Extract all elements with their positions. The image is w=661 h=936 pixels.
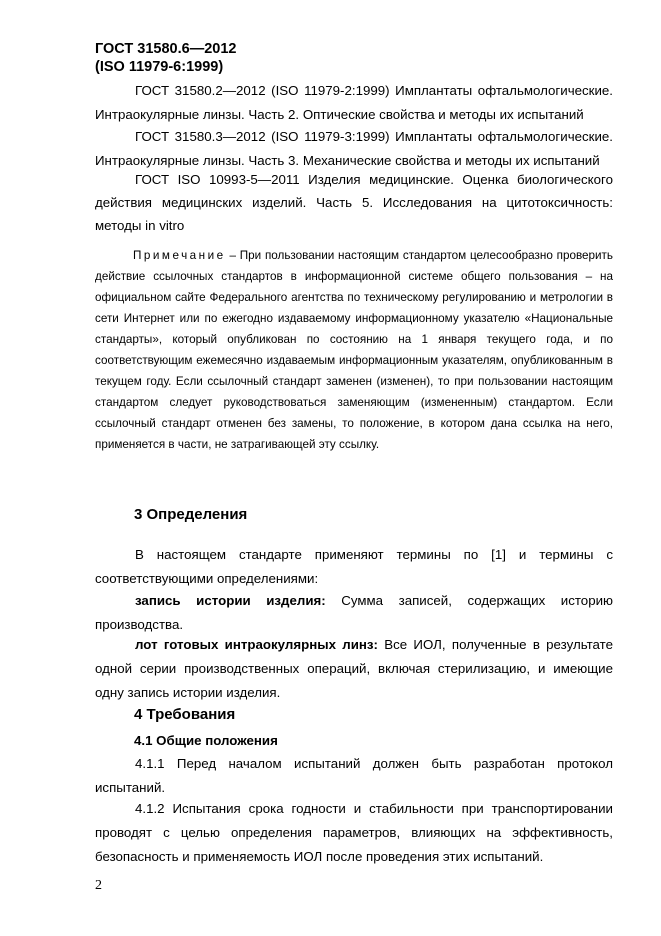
definition-item (95, 589, 613, 637)
section-3-intro: В настоящем стандарте применяют термины по [1] и термины с соответствующими определениями: (95, 547, 613, 586)
term-definition: Все ИОЛ, полученные в результате одной серии производственных операций, включая стерилизацию, и имеющие одну запись истории изделия. (95, 637, 613, 700)
page-number: 2 (95, 878, 102, 893)
standard-code: ГОСТ 31580.6—2012 (95, 41, 237, 57)
definition-item (95, 633, 613, 705)
reference-item: ГОСТ 31580.3—2012 (ISO 11979-3:1999) Имплантаты офтальмологические. Интраокулярные линзы. Часть 3. Механические свойства и методы их испытаний (95, 129, 613, 168)
term: запись истории изделия: (135, 593, 326, 608)
reference-item: ГОСТ 31580.2—2012 (ISO 11979-2:1999) Имплантаты офтальмологические. Интраокулярные линзы. Часть 2. Оптические свойства и методы их испытаний (95, 83, 613, 122)
subsection-title: 4.1 Общие положения (134, 733, 278, 748)
body-paragraph: 4.1.2 Испытания срока годности и стабильности при транспортировании проводят с целью определения параметров, влияющих на эффективность, безопасность и применяемость ИОЛ после проведения этих испытаний. (95, 801, 613, 864)
section-3-title: 3 Определения (134, 506, 248, 523)
note-label: Примечание (133, 249, 226, 262)
note-text: – При пользовании настоящим стандартом целесообразно проверить действие ссылочных стандартов в информационной системе общего пользования – на официальном сайте Федерального агентства по техническому регулированию и метрологии в сети Интернет или по ежегодно издаваемому информационному указателю «Национальные стандарты», который опубликован по состоянию на 1 января текущего года, и по соответствующим ежемесячно издаваемым информационным указателям, опубликованным в текущем году. Если ссылочный стандарт заменен (изменен), то при пользовании настоящим стандартом следует руководствоваться заменяющим (измененным) стандартом. Если ссылочный стандарт отменен без замены, то положение, в котором дана ссылка на него, применяется в части, не затрагивающей эту ссылку. (95, 249, 613, 451)
term: лот готовых интраокулярных линз: (135, 637, 378, 652)
body-paragraph: 4.1.1 Перед началом испытаний должен быть разработан протокол испытаний. (95, 756, 613, 795)
note-paragraph (95, 245, 613, 455)
iso-code: (ISO 11979-6:1999) (95, 59, 224, 75)
document-header (95, 40, 236, 76)
section-4-title: 4 Требования (134, 706, 236, 723)
term-definition: Сумма записей, содержащих историю производства. (95, 593, 614, 632)
reference-item: ГОСТ ISO 10993-5—2011 Изделия медицинские. Оценка биологического действия медицинских изделий. Часть 5. Исследования на цитотоксичность: методы in vitro (95, 172, 613, 233)
